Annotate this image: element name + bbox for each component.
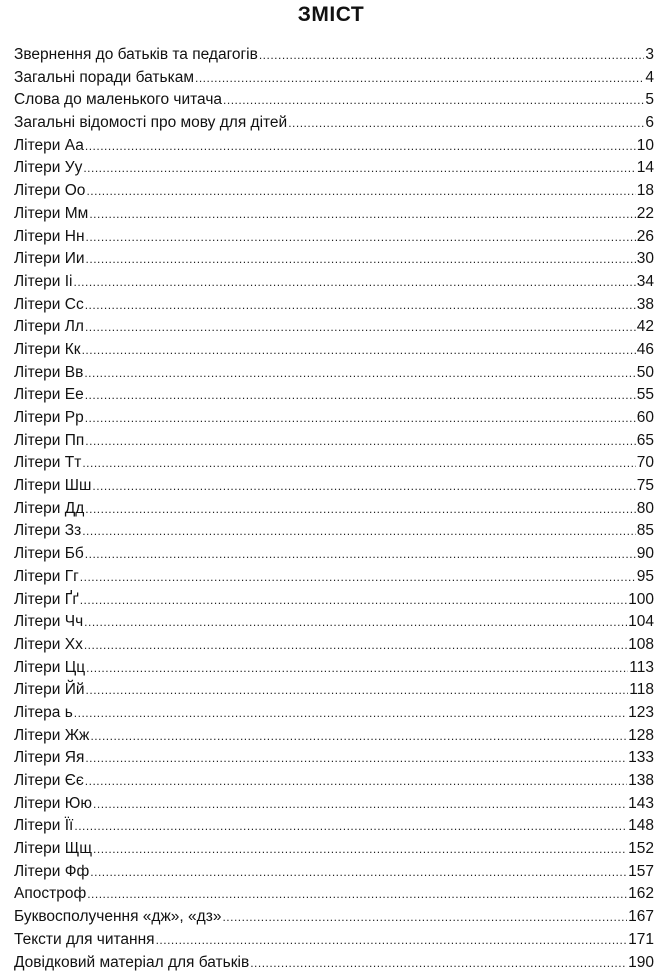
toc-entry-label: Літери Хх — [14, 634, 84, 657]
dot-leader — [85, 770, 627, 793]
toc-entry — [14, 294, 654, 317]
dot-leader — [84, 611, 627, 634]
toc-entry-page-number: 55 — [636, 384, 654, 407]
toc-entry-label: Літери Нн — [14, 226, 86, 249]
toc-entry-page-number: 50 — [636, 362, 654, 385]
dot-leader — [85, 407, 636, 430]
dot-leader — [93, 838, 627, 861]
toc-entry-page-number: 75 — [636, 475, 654, 498]
toc-entry-label: Літери Йй — [14, 679, 86, 702]
toc-entry-label: Літери Щщ — [14, 838, 93, 861]
toc-entry — [14, 384, 654, 407]
toc-entry-label: Літери Цц — [14, 657, 86, 680]
toc-entry-page-number: 167 — [627, 906, 654, 929]
toc-entry-label: Літери Оо — [14, 180, 86, 203]
toc-entry-page-number: 26 — [636, 226, 654, 249]
toc-entry-page-number: 30 — [636, 248, 654, 271]
toc-entry-label: Літери Уу — [14, 157, 83, 180]
toc-entry-page-number: 90 — [636, 543, 654, 566]
dot-leader — [82, 452, 635, 475]
toc-entry-label: Звернення до батьків та педагогів — [14, 44, 259, 67]
toc-entry-label: Літери Ґґ — [14, 589, 80, 612]
toc-entry-page-number: 100 — [627, 589, 654, 612]
toc-entry — [14, 44, 654, 67]
dot-leader — [84, 362, 635, 385]
toc-entry — [14, 702, 654, 725]
toc-entry-page-number: 42 — [636, 316, 654, 339]
dot-leader — [85, 543, 636, 566]
toc-entry-label: Літери Ее — [14, 384, 85, 407]
dot-leader — [85, 384, 636, 407]
toc-entry-page-number: 18 — [636, 180, 654, 203]
dot-leader — [85, 135, 636, 158]
toc-entry-page-number: 138 — [627, 770, 654, 793]
toc-entry — [14, 611, 654, 634]
toc-entry-page-number: 143 — [627, 793, 654, 816]
toc-entry-page-number: 14 — [636, 157, 654, 180]
toc-entry-label: Літери Ии — [14, 248, 86, 271]
toc-entry-page-number: 190 — [627, 952, 654, 974]
dot-leader — [86, 248, 636, 271]
toc-entry — [14, 475, 654, 498]
toc-entry-page-number: 133 — [627, 747, 654, 770]
toc-entry — [14, 770, 654, 793]
toc-entry-page-number: 162 — [627, 883, 654, 906]
toc-entry-page-number: 3 — [644, 44, 654, 67]
toc-entry-page-number: 70 — [636, 452, 654, 475]
toc-entry-label: Літери Дд — [14, 498, 85, 521]
dot-leader — [156, 929, 628, 952]
dot-leader — [93, 793, 627, 816]
toc-entry — [14, 861, 654, 884]
toc-entry-label: Літери Чч — [14, 611, 84, 634]
toc-entry — [14, 725, 654, 748]
toc-entry-page-number: 148 — [627, 815, 654, 838]
dot-leader — [80, 566, 636, 589]
dot-leader — [85, 294, 636, 317]
toc-entry — [14, 89, 654, 112]
toc-entry-page-number: 60 — [636, 407, 654, 430]
toc-entry-label: Літери Гг — [14, 566, 80, 589]
toc-entry-page-number: 65 — [636, 430, 654, 453]
toc-entry — [14, 271, 654, 294]
toc-entry-label: Загальні поради батькам — [14, 67, 195, 90]
dot-leader — [86, 657, 628, 680]
dot-leader — [87, 883, 627, 906]
toc-entry-page-number: 6 — [644, 112, 654, 135]
toc-entry-label: Літери Її — [14, 815, 74, 838]
toc-entry-label: Літери Аа — [14, 135, 85, 158]
toc-entry-label: Літери Яя — [14, 747, 85, 770]
toc-entry — [14, 362, 654, 385]
toc-entry-page-number: 85 — [636, 520, 654, 543]
toc-entry — [14, 838, 654, 861]
dot-leader — [86, 679, 629, 702]
dot-leader — [90, 861, 627, 884]
dot-leader — [288, 112, 644, 135]
toc-entry-page-number: 171 — [627, 929, 654, 952]
toc-entry — [14, 793, 654, 816]
dot-leader — [80, 589, 627, 612]
toc-entry-page-number: 4 — [644, 67, 654, 90]
dot-leader — [222, 906, 627, 929]
toc-entry-label: Літери Вв — [14, 362, 84, 385]
dot-leader — [86, 180, 635, 203]
toc-entry-page-number: 95 — [636, 566, 654, 589]
dot-leader — [85, 498, 635, 521]
toc-entry-page-number: 22 — [636, 203, 654, 226]
dot-leader — [259, 44, 645, 67]
toc-entry-page-number: 46 — [636, 339, 654, 362]
toc-entry-page-number: 118 — [628, 679, 654, 702]
dot-leader — [92, 475, 635, 498]
toc-entry-page-number: 152 — [627, 838, 654, 861]
dot-leader — [90, 725, 627, 748]
dot-leader — [82, 520, 636, 543]
dot-leader — [85, 430, 635, 453]
toc-entry — [14, 498, 654, 521]
dot-leader — [74, 271, 636, 294]
toc-entry — [14, 430, 654, 453]
toc-entry — [14, 634, 654, 657]
table-of-contents — [14, 44, 654, 974]
toc-entry-page-number: 10 — [636, 135, 654, 158]
toc-entry-page-number: 5 — [644, 89, 654, 112]
toc-entry — [14, 112, 654, 135]
dot-leader — [74, 815, 627, 838]
toc-entry-label: Буквосполучення «дж», «дз» — [14, 906, 222, 929]
dot-leader — [195, 67, 644, 90]
toc-entry-label: Довідковий матеріал для батьків — [14, 952, 250, 974]
page-title: ЗМІСТ — [0, 2, 662, 28]
toc-entry-label: Літери Сс — [14, 294, 85, 317]
toc-entry-page-number: 34 — [636, 271, 654, 294]
toc-entry — [14, 929, 654, 952]
toc-entry-page-number: 123 — [627, 702, 654, 725]
dot-leader — [83, 157, 635, 180]
dot-leader — [85, 747, 627, 770]
toc-entry — [14, 747, 654, 770]
toc-entry-label: Літери Лл — [14, 316, 85, 339]
toc-entry — [14, 543, 654, 566]
dot-leader — [223, 89, 644, 112]
dot-leader — [85, 316, 636, 339]
toc-entry — [14, 226, 654, 249]
dot-leader — [86, 226, 636, 249]
dot-leader — [250, 952, 627, 974]
toc-entry — [14, 883, 654, 906]
toc-entry — [14, 679, 654, 702]
toc-entry — [14, 339, 654, 362]
toc-entry — [14, 407, 654, 430]
toc-entry-label: Літери Рр — [14, 407, 85, 430]
toc-entry — [14, 203, 654, 226]
toc-entry — [14, 906, 654, 929]
toc-entry-label: Літери Юю — [14, 793, 93, 816]
toc-entry-label: Загальні відомості про мову для дітей — [14, 112, 288, 135]
toc-entry — [14, 316, 654, 339]
toc-entry-label: Літери Мм — [14, 203, 89, 226]
toc-entry-label: Літери Фф — [14, 861, 90, 884]
toc-entry-label: Тексти для читання — [14, 929, 156, 952]
toc-entry — [14, 520, 654, 543]
toc-entry-label: Літери Жж — [14, 725, 90, 748]
toc-entry — [14, 657, 654, 680]
toc-entry-label: Літери Єє — [14, 770, 85, 793]
toc-entry — [14, 67, 654, 90]
toc-entry — [14, 157, 654, 180]
dot-leader — [84, 634, 627, 657]
toc-entry-page-number: 113 — [628, 657, 654, 680]
toc-entry-label: Літери Кк — [14, 339, 82, 362]
dot-leader — [74, 702, 627, 725]
toc-entry-page-number: 157 — [627, 861, 654, 884]
toc-entry-label: Літера ь — [14, 702, 74, 725]
toc-entry-label: Літери Пп — [14, 430, 85, 453]
toc-entry-page-number: 128 — [627, 725, 654, 748]
toc-entry-label: Літери Іі — [14, 271, 74, 294]
toc-entry-label: Літери Шш — [14, 475, 92, 498]
toc-entry-label: Апостроф — [14, 883, 87, 906]
dot-leader — [82, 339, 636, 362]
toc-entry — [14, 135, 654, 158]
toc-entry — [14, 180, 654, 203]
toc-entry-page-number: 108 — [627, 634, 654, 657]
toc-entry-label: Літери Зз — [14, 520, 82, 543]
toc-entry-page-number: 80 — [636, 498, 654, 521]
dot-leader — [89, 203, 635, 226]
toc-entry-page-number: 104 — [627, 611, 654, 634]
toc-entry-label: Літери Тт — [14, 452, 82, 475]
toc-entry — [14, 815, 654, 838]
toc-entry — [14, 589, 654, 612]
toc-entry — [14, 566, 654, 589]
toc-entry — [14, 452, 654, 475]
toc-entry-label: Літери Бб — [14, 543, 85, 566]
toc-entry — [14, 952, 654, 974]
toc-entry-page-number: 38 — [636, 294, 654, 317]
toc-entry-label: Слова до маленького читача — [14, 89, 223, 112]
toc-entry — [14, 248, 654, 271]
